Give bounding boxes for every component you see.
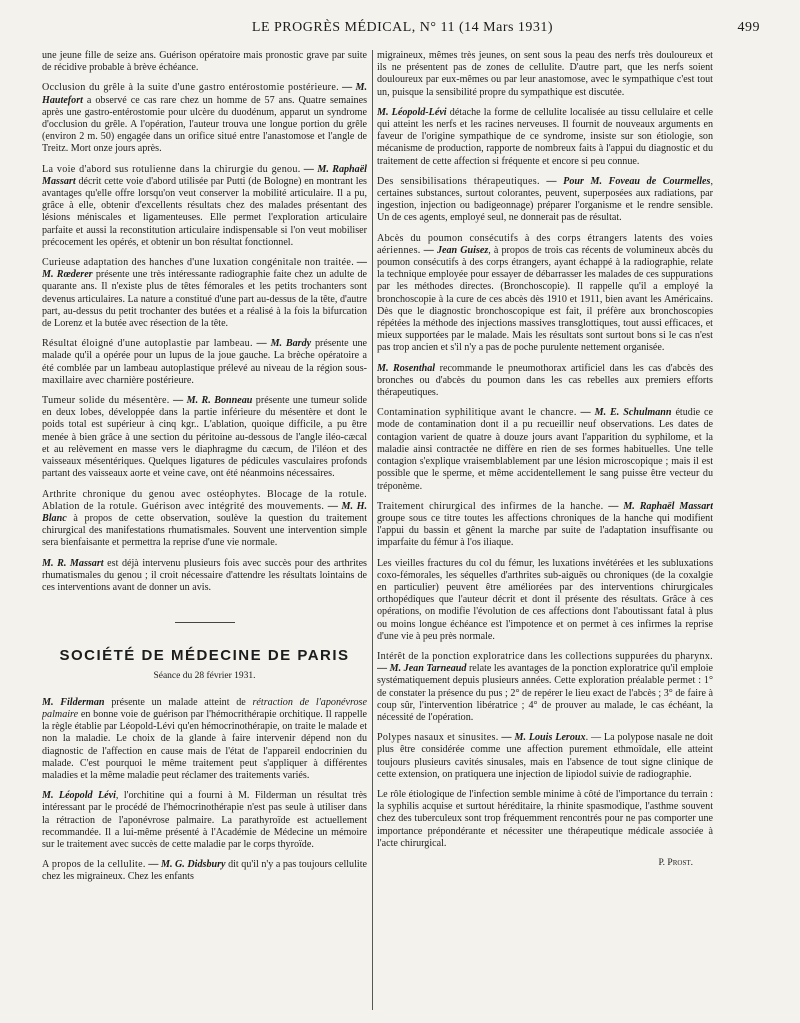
right-column [377,50,713,1010]
article-body: est déjà intervenu plusieurs fois avec succès pour des arthrites rhumatismales du genou ; il croit nécessaire d'attendre les résultats lointains de ces interventions avant de donner un avis. [42,557,367,593]
page-header [45,20,760,38]
article-body: relate les avantages de la ponction exploratrice qu'il emploie systématiquement depuis plusieurs années. Cette exploration préalable permet : 1° de constater la présence du pus ; 2° de repérer le lieu exact de l'abcès ; 3° de faire à coup sûr, l'intervention libératrice ; 4° de prouver au malade, le cas échéant, la nécessité de l'opération. [377,663,713,723]
article-paragraph [42,257,367,330]
article-author: M. Filderman [42,696,105,708]
article-body: recommande le pneumothorax artificiel dans les cas d'abcès des bronches ou d'abcès du poumon dans les cas rebelles aux premiers efforts thérapeutiques. [377,362,713,399]
article-author: — M. E. Schulmann [580,407,672,419]
article-paragraph [377,732,713,781]
article-paragraph: migraineux, mêmes très jeunes, on sent sous la peau des nerfs très douloureux et ils ne présentent pas de zones de cellulite. D'autre part, que les nerfs soient douloureux par eux-mêmes ou par leur anastomose, avec le sympathique c'est tout un, puisque la sensibilité propre du sympathique est discutée. [377,50,713,98]
article-title: Intérêt de la ponction exploratrice dans les collections suppurées du pharynx. [377,650,713,662]
article-author: M. R. Massart [42,557,104,569]
article-body: présente une très intéressante radiographie faite chez un adulte de quarante ans. Il n'existe plus de têtes fémorales et les petits trochanters sont devenus articulaires. La nature a constitué d'une part au-dessus de la tête, d'autre part, au-dessus du petit trochanter des butées et a réalisé à la fois la bifurcation de Lorenz et la butée avec résection de la tête. [42,269,367,330]
article-body: présente une malade qu'il a opérée pour un lupus de la joue gauche. La brèche opératoire a été comblée par un lambeau autoplastique prélevé au niveau de la région sous-maxillaire avec charnière postérieure. [42,338,367,386]
running-title: LE PROGRÈS MÉDICAL, N° 11 (14 Mars 1931) [251,20,554,35]
article-title: Résultat éloigné d'une autoplastie par lambeau. [42,338,253,350]
article-body: présente une tumeur solide en deux lobes, développée dans la partie inférieure du mésentère et dont le poids total est supérieur à cinq kgr.. L'ablation, quoique difficile, a pu être menée à bien grâce à une section du péritoine au-dessous de l'angle iléo-cæcal et au relèvement en masse vers le diaphragme du cæcum, de l'iléon et des vaisseaux mésentériques. Quelques ligatures de pédicules vasculaires profonds partant des vaisseaux aorte et veine cave, ont été néanmoins nécessaires. [42,395,367,480]
article-body: à propos de cette observation, soulève la question du traitement chirurgical des manifestations rhumatismales. Souvent une intervention simple sera bienfaisante et permettra la reprise d'une vie normale. [42,512,367,549]
article-author: — M. G. Didsbury [148,859,226,871]
article-body: étudie ce mode de contamination dont il a pu recueillir neuf observations. Les dates de contagion varient de quatre à douze jours avant l'apparition du syphilome, et la maladie ainsi contractée ne diffère en rien de ses formes habituelles. Une telle contagion s'explique vraisemblablement par une lésion microscopique ; mais il est possible que le sperme, et même accidentellement le sang puisse être vecteur du tréponème. [377,407,713,492]
article-title: Tumeur solide du mésentère. [42,395,170,407]
article-paragraph [377,651,713,724]
article-title: Abcès du poumon consécutifs à des corps étrangers latents des voies aériennes. [377,232,713,256]
article-author: — M. Raphaël Massart [42,163,367,187]
article-title: Contamination syphilitique avant le chancre. [377,407,577,419]
article-author: — M. Louis Leroux [501,732,586,744]
article-paragraph: Les vieilles fractures du col du fémur, les luxations invétérées et les subluxations coxo-fémorales, les séquelles d'arthrites sub-aiguës ou chroniques (de la coxalgie en particulier) peuvent être améliorées par des interventions chirurgicales orthopédiques que l'auteur décrit et dont il présente des résultats. Grâce à ces opérations, on modifie l'évolution de ces affections dont l'aboutissant fatal à plus ou moins longue échéance est l'impotence et on permet à ces infirmes la reprise d'une vie à peu près normale. [377,557,713,642]
article-body: détache la forme de cellulite localisée au tissu cellulaire et celle qui atteint les nerfs et les racines nerveuses. Il fournit de nouveaux arguments en faveur de l'origine sympathique de ce syndrome, insiste sur son étiologie, son mécanisme de production, rapporte de nombreux faits à l'appui du diagnostic et du traitement de cette affection si fréquente et encore si peu connue. [377,106,713,167]
article-body: en bonne voie de guérison par l'hémocrithérapie orchitique. Il rappelle la règle établie par Léopold-Lévi qu'en hémocrinothérapie, on traite le malade et non la maladie. Le choix de la glande à faire intervenir dépend non du diagnostic de l'affection en cause mais de l'état de l'appareil endocrinien du malade. C'est pourquoi le même traitement peut s'appliquer à différentes maladies et la même maladie peut réclamer des traitements variés. [42,708,367,781]
article-paragraph [42,859,367,883]
article-paragraph [42,489,367,550]
article-paragraph [42,697,367,782]
article-author: — M. Rœderer [42,257,367,281]
article-title: Traitement chirurgical des infirmes de la hanche. [377,500,604,512]
column-divider [372,50,373,1010]
article-title: A propos de la cellulite. [42,859,146,871]
article-paragraph [377,407,713,492]
article-author: — M. H. Blanc [42,500,367,524]
article-body: . — La polypose nasale ne doit plus être considérée comme une affection purement ethmoïdale, elle atteint toujours plusieurs cavités sinusales, mais en l'absence de tout signe clinique de cette extension, on pratiquera une injection de lipiodol suivie de radiographie. [377,732,713,780]
article-author: — M. Bardy [256,338,312,350]
article-title: La voie d'abord sus rotulienne dans la chirurgie du genou. [42,163,301,175]
society-heading: SOCIÉTÉ DE MÉDECINE DE PARIS [59,647,350,665]
article-paragraph [377,107,713,168]
article-body: présente un malade atteint de [104,696,253,708]
article-author: M. Léopold Lévi [42,790,116,802]
article-paragraph [377,363,713,400]
article-paragraph [42,82,367,155]
article-paragraph [42,338,367,387]
left-column [42,50,367,1010]
article-title: Des sensibilisations thérapeutiques. [377,175,540,187]
section-separator [175,622,235,623]
article-author: — Jean Guisez [423,244,489,256]
article-paragraph: Le rôle étiologique de l'infection semble minime à côté de l'importance du terrain : la syphilis acquise et surtout héréditaire, la rhinite spasmodique, l'asthme souvent chez des tuberculeux sont trop fréquemment rencontrés pour ne pas comporter une importance prépondérante et nécessiter une thérapeutique médicale associée à l'acte chirurgical. [377,788,713,849]
article-body: dit qu'il n'y a pas toujours cellulite chez les migraineux. Chez les enfants [42,859,367,883]
article-author: M. Rosenthal [377,362,436,374]
article-author: — M. R. Bonneau [173,395,253,407]
page-number: 499 [737,20,760,35]
article-author: M. Léopold-Lévi [377,106,447,118]
article-body: groupe sous ce titre toutes les affections chroniques de la hanche qui modifient l'appui du bassin et gênent la marche par suite de l'adaptation insuffisante ou imparfaite du fémur à l'os iliaque. [377,512,713,549]
article-title: Occlusion du grêle à la suite d'une gastro entérostomie postérieure. [42,82,339,94]
article-paragraph [42,164,367,249]
article-title: Polypes nasaux et sinusites. [377,732,499,744]
article-emphasis: rétraction de l'aponévrose palmaire [42,696,367,720]
article-title: Arthrite chronique du genou avec ostéophytes. Blocage de la rotule. Ablation de la rotule. Guérison avec intégrité des mouvements. [42,488,367,512]
article-body: , certaines substances, surtout colorantes, peuvent, superposées aux radiations, par ingestion, injection ou badigeonnage) préparer l'organisme et le rendre sensible. Un de ces agents, employé seul, ne donnerait pas de résultat. [377,175,713,224]
article-body: , à propos de trois cas récents de volumineux abcès du poumon consécutifs à des corps étrangers, ayant échappé à la radiographie, relate la technique employée pour essayer de débarrasser les malades de ces suppurations par les méthodes directes. (Bronchoscopie). Il rappelle qu'il a employé la bronchoscopie à la cure de ces abcès dès 1910 et 1911, bien avant les Américains. Dès que le diagnostic bronchoscopique est fait, il préfère aux bronchoscopies répétées la méthode des injections massives transglottiques, tout aussi efficaces, et mieux supportées par le malade. Mais les résultats sont surtout bons si le cas n'est pas trop ancien et s'il n'y a pas de poche purulente nettement organisée. [377,244,713,354]
article-title: Curieuse adaptation des hanches d'une luxation congénitale non traitée. [42,257,355,269]
article-body: a observé ce cas rare chez un homme de 57 ans. Quatre semaines après une gastro-entérostomie pour ulcère du duodénum, apparut un syndrome d'occlusion du grêle. A l'opération, l'auteur trouva une longue portion du grêle (environ 2 m. 50) engagée dans un orifice situé entre l'anastomose et l'angle de Treitz. Mort onze jours après. [42,94,367,155]
article-paragraph [42,395,367,480]
article-author: — M. Jean Tarneaud [377,663,467,675]
article-body: , l'orchitine qui a fourni à M. Filderman un résultat très intéressant par le procédé de l'hémocrinothérapie n'est pas seule à utiliser dans la rétraction de l'aponévrose palmaire. La parathyroïde est actuellement recommandée. Il a lui-même présenté à l'Académie de Médecine un mémoire sur le traitement avec succès de cette maladie par le corps thyroïde. [42,790,367,850]
article-paragraph [42,558,367,595]
article-signature: P. Prost. [658,857,693,868]
article-author: — M. Raphaël Massart [608,500,713,512]
article-author: — Pour M. Foveau de Courmelles [546,175,711,187]
article-paragraph [377,233,713,355]
article-paragraph: une jeune fille de seize ans. Guérison opératoire mais pronostic grave par suite de récidive probable à brève échéance. [42,50,367,74]
article-paragraph [377,176,713,225]
article-paragraph [377,501,713,550]
session-date: Séance du 28 février 1931. [153,671,256,682]
article-author: — M. Hautefort [42,82,367,106]
article-body: décrit cette voie d'abord utilisée par Putti (de Bologne) en montrant les avantages qu'elle offre lorsqu'on veut conserver la mobilité articulaire. Il a pu, grâce à elle, obtenir d'excellents résultats chez des malades présentant des lésions méniscales et ligamenteuses. Elle permet l'exploration articulaire parfaite et aussi la reconstitution articulaire indispensable si l'on veut mobiliser précocement les opérés, et obtenir un bon résultat fonctionnel. [42,175,367,248]
article-paragraph [42,790,367,851]
